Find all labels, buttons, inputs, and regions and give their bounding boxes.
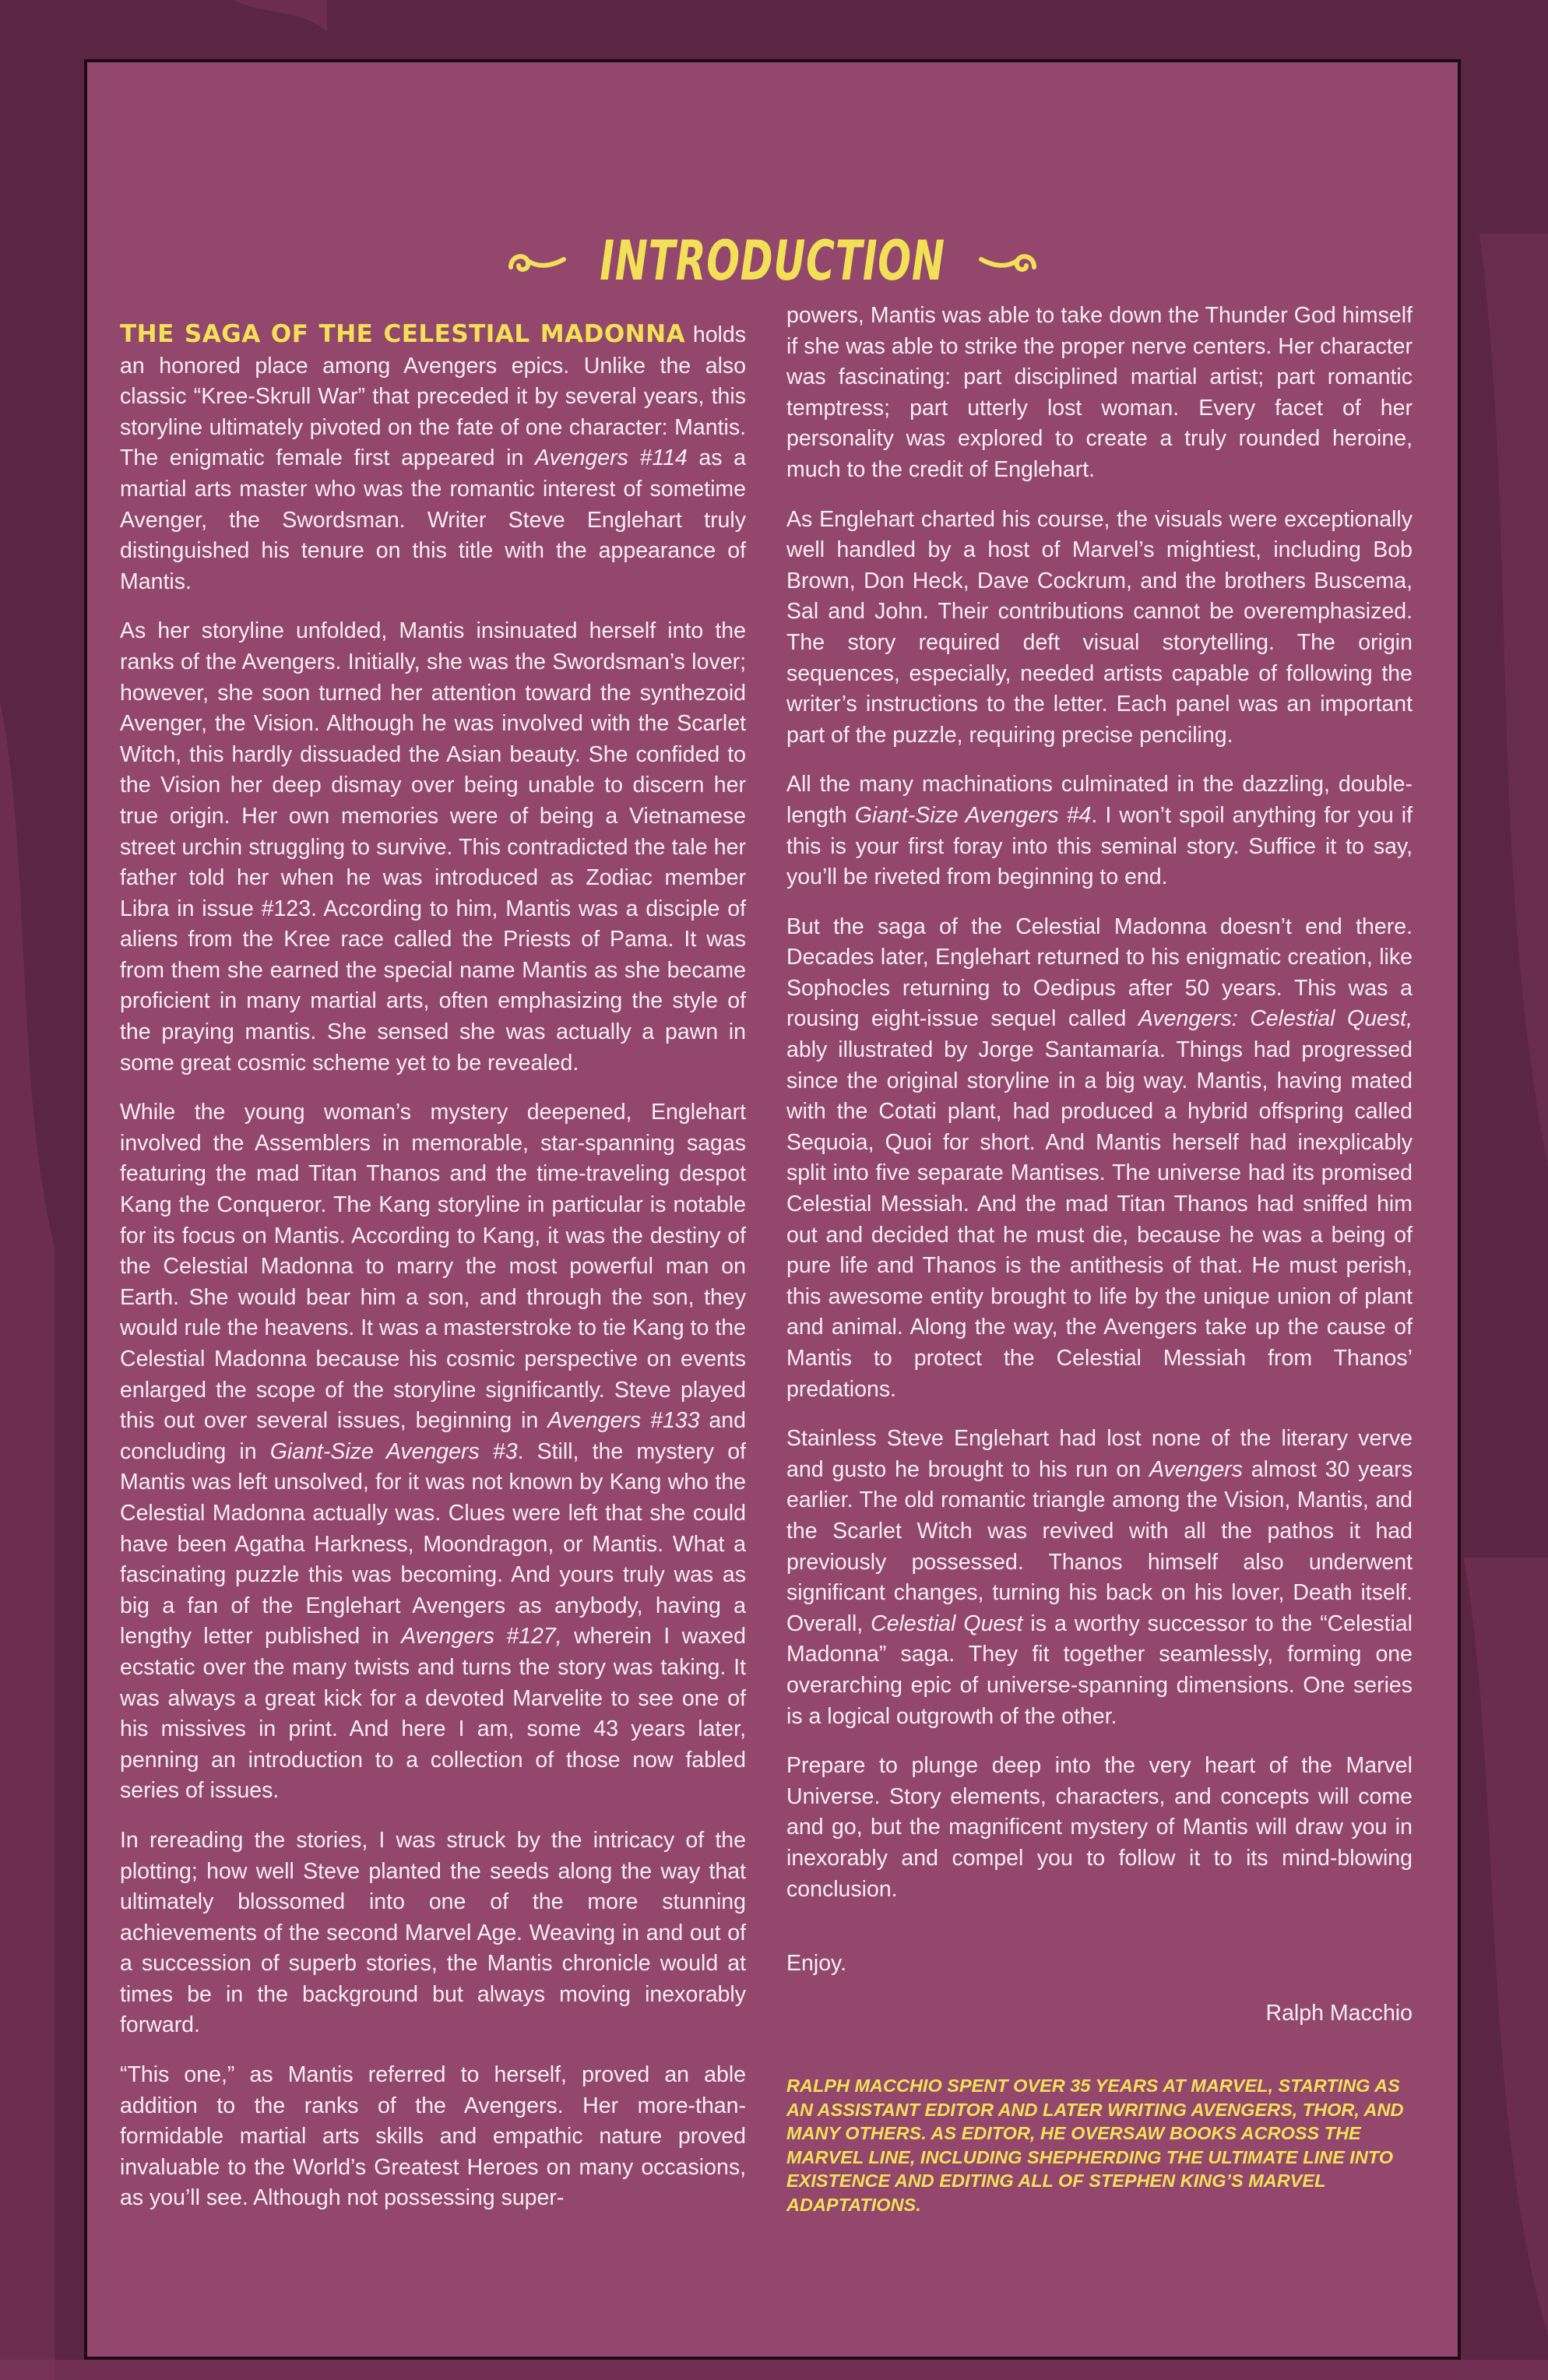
title-row [87, 214, 1458, 308]
text-run: as a martial arts master who was the romantic interest of sometime Avenger, the Swordsman. Writer Steve Englehart truly distinguished his tenure on this title with the appearance of Mantis. [120, 445, 746, 594]
paragraph: powers, Mantis was able to take down the Thunder God himself if she was able to strike the proper nerve centers. Her character was fascinating: part disciplined martial artist; part romantic temptress; part utterly lost woman. Every facet of her personality was explored to create a truly rounded heroine, much to the credit of Englehart. [786, 303, 1413, 482]
italic-title: Avengers #133 [547, 1408, 700, 1434]
italic-title: Avengers #127, [401, 1624, 562, 1649]
italic-title: Giant-Size Avengers #4 [854, 802, 1092, 828]
paragraph: In rereading the stories, I was struck by the intricacy of the plotting; how well Steve planted the seeds along the way that ultimately blossomed into one of the more stunning achievements of the second Marvel Age. Weaving in and out of a succession of superb stories, the Mantis chronicle would at times be in the background but always moving inexorably forward. [120, 1827, 746, 2038]
text-run: Stainless Steve Englehart had lost none of the literary verve and gusto he brought to his run on [786, 1426, 1413, 1482]
text-run: and concluding in [120, 1408, 746, 1464]
left-flourish-icon [506, 244, 568, 278]
text-run: wherein I waxed ecstatic over the many twists and turns the story was taking. It was always a great kick for a devoted Marvelite to see one of his missives in print. And here I am, some 43 years later, penning an introduction to a collection of those now fabled series of issues. [120, 1624, 746, 1804]
paragraph: As Englehart charted his course, the visuals were exceptionally well handled by a host of Marvel’s mightiest, including Bob Brown, Don Heck, Dave Cockrum, and the brothers Buscema, Sal and John. Their contributions cannot be overemphasized. The story required deft visual storytelling. The origin sequences, especially, needed artists capable of following the writer’s instructions to the letter. Each panel was an important part of the puzzle, requiring precise penciling. [786, 506, 1413, 748]
text-run: . I won’t spoil anything for you if this is your first foray into this seminal story. Suffice it to say, you’ll be riveted from beginning to end. [786, 802, 1413, 890]
paragraph [120, 1097, 746, 1807]
italic-title: Avengers: Celestial Quest, [1138, 1006, 1413, 1032]
paragraph: “This one,” as Mantis referred to herself, proved an able addition to the ranks of the Avengers. Her more-than-formidable martial arts skills and empathic nature proved invaluable to the World’s Greatest Heroes on many occasions, as you’ll see. Although not possessing super- [120, 2062, 746, 2211]
right-column [786, 301, 1413, 2235]
paragraph [120, 319, 746, 597]
text-run: . Still, the mystery of Mantis was left unsolved, for it was not known by Kang who the Celestial Madonna actually was. Clues were left that she could have been Agatha Harkness, Moondragon, or Mantis. What a fascinating puzzle this was becoming. And yours truly was as big a fan of the Englehart Avengers as anybody, having a lengthy letter published in [120, 1438, 746, 1649]
lead-in: THE SAGA OF THE CELESTIAL MADONNA [120, 320, 686, 348]
author-signature: Ralph Macchio [1265, 2000, 1413, 2026]
paragraph: Prepare to plunge deep into the very heart of the Marvel Universe. Story elements, characters, and concepts will come and go, but the magnificent mystery of Mantis will draw you in inexorably and compel you to follow it to its mind-blowing conclusion. [786, 1753, 1413, 1902]
italic-title: Avengers #114 [534, 445, 688, 471]
left-column [120, 319, 746, 2233]
paragraph [786, 912, 1413, 1406]
text-run: almost 30 years earlier. The old romantic triangle among the Vision, Mantis, and the Scarlet Witch was revived with all the pathos it had previously possessed. Thanos himself also underwent significant changes, turning his back on his lover, Death itself. Overall, [786, 1456, 1413, 1636]
page-title: INTRODUCTION [600, 229, 945, 293]
paragraph: As her storyline unfolded, Mantis insinuated herself into the ranks of the Avengers. Initially, she was the Swordsman’s lover; however, she soon turned her attention toward the synthezoid Avenger, the Vision. Although he was involved with the Scarlet Witch, this hardly dissuaded the Asian beauty. She confided to the Vision her deep dismay over being unable to discern her true origin. Her own memories were of being a Vietnamese street urchin struggling to survive. This contradicted the tale her father told her when he was introduced as Zodiac member Libra in issue #123. According to him, Mantis was a disciple of aliens from the Kree race called the Priests of Pama. It was from them she earned the special name Mantis as she became proficient in many martial arts, often emphasizing the style of the praying mantis. She sensed she was actually a pawn in some great cosmic scheme yet to be revealed. [120, 618, 746, 1076]
text-run: All the many machinations culminated in the dazzling, double-length [786, 772, 1413, 828]
paragraph [786, 769, 1413, 892]
closing-line: Enjoy. [786, 1951, 847, 1977]
author-bio: RALPH MACCHIO SPENT OVER 35 YEARS AT MARVEL, STARTING AS AN ASSISTANT EDITOR AND LATER WRITING AVENGERS, THOR, AND MANY OTHERS. AS EDITOR, HE OVERSAW BOOKS ACROSS THE MARVEL LINE, INCLUDING SHEPHERDING THE ULTIMATE LINE INTO EXISTENCE AND EDITING ALL OF STEPHEN KING’S MARVEL ADAPTATIONS. [786, 2075, 1404, 2215]
text-run: But the saga of the Celestial Madonna doesn’t end there. Decades later, Englehart returned to his enigmatic creation, like Sophocles returning to Oedipus after 50 years. This was a rousing eight-issue sequel called [786, 914, 1413, 1032]
text-run: ably illustrated by Jorge Santamaría. Things had progressed since the original storyline in a big way. Mantis, having mated with the Cotati plant, had produced a hybrid offspring called Sequoia, Quoi for short. And Mantis herself had inexplicably split into five separate Mantises. The universe had its promised Celestial Messiah. And the mad Titan Thanos had sniffed him out and decided that he must die, because he was a being of pure life and Thanos is the antithesis of that. He must perish, this awesome entity brought to life by the unique union of plant and animal. Along the way, the Avengers take up the cause of Mantis to protect the Celestial Messiah from Thanos’ predations. [786, 1037, 1413, 1402]
paragraph [786, 1424, 1413, 1732]
right-flourish-icon [976, 244, 1039, 278]
page-panel [84, 59, 1461, 2360]
italic-title: Celestial Quest [871, 1611, 1023, 1636]
text-run: While the young woman’s mystery deepened, Englehart involved the Assemblers in memorable, star-spanning sagas featuring the mad Titan Thanos and the time-traveling despot Kang the Conqueror. The Kang storyline in particular is notable for its focus on Mantis. According to Kang, it was the destiny of the Celestial Madonna to marry the most powerful man on Earth. She would bear him a son, and through the son, they would rule the heavens. It was a masterstroke to tie Kang to the Celestial Madonna because his cosmic perspective on events enlarged the scope of the storyline significantly. Steve played this out over several issues, beginning in [120, 1100, 746, 1434]
italic-title: Giant-Size Avengers #3 [269, 1438, 518, 1464]
italic-title: Avengers [1149, 1456, 1243, 1482]
text-run: is a worthy successor to the “Celestial Madonna” saga. They fit together seamlessly, forming one overarching epic of universe-spanning dimensions. One series is a logical outgrowth of the other. [786, 1611, 1413, 1729]
text-run: holds an honored place among Avengers epics. Unlike the also classic “Kree-Skrull War” that preceded it by several years, this storyline ultimately pivoted on the fate of one character: Mantis. The enigmatic female first appeared in [120, 322, 746, 471]
